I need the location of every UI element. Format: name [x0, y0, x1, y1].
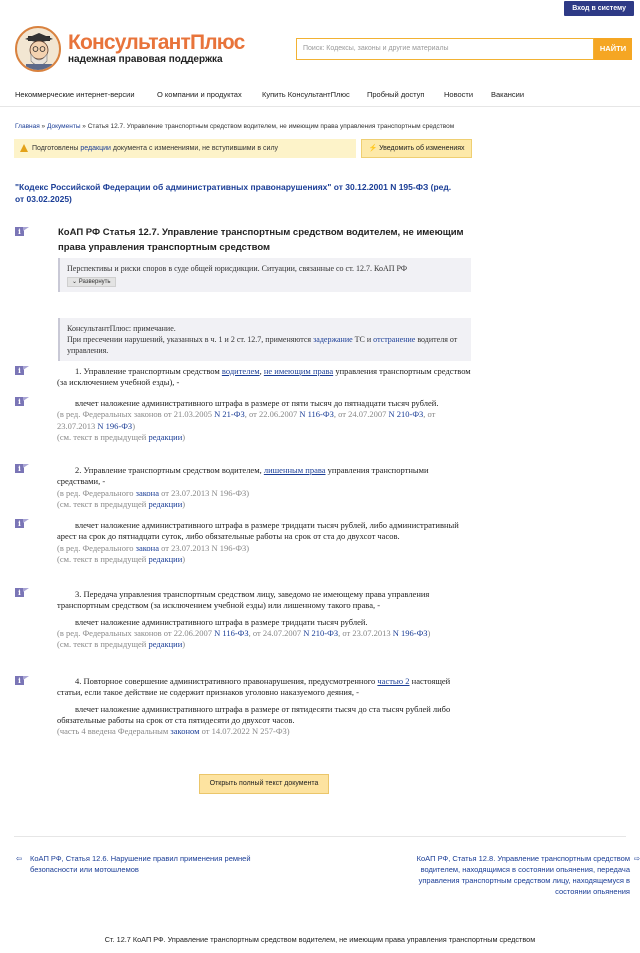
breadcrumb-documents[interactable]: Документы [46, 123, 81, 130]
law-link[interactable]: закона [135, 542, 159, 553]
logo-mascot-icon[interactable] [15, 26, 61, 72]
prev-edition-text: (см. текст в предыдущей [57, 431, 149, 442]
para-text: 4. Повторное совершение административного правонарушения, предусмотренного [75, 676, 378, 686]
related-materials-text: Перспективы и риски споров в суде общей юрисдикции. Ситуации, связанные со ст. 12.7. КоАП РФ [67, 264, 408, 273]
breadcrumb-home[interactable]: Главная [15, 123, 40, 130]
law-link[interactable]: N 196-ФЗ [97, 420, 133, 431]
footer-title: Ст. 12.7 КоАП РФ. Управление транспортным средством водителем, не имеющим права управления транспортным средством [104, 935, 536, 944]
breadcrumb [15, 123, 454, 130]
logo-tagline: надежная правовая поддержка [68, 54, 223, 65]
prev-edition-text: (см. текст в предыдущей [57, 553, 149, 564]
revision-text: от 23.07.2013 N 196-ФЗ) [159, 542, 250, 553]
paragraph-sanction-2 [57, 520, 472, 565]
prev-edition-link[interactable]: редакции [148, 498, 183, 509]
para-text: управления транспортными средствами, - [57, 465, 429, 487]
para-text: настоящей статьи, если такое действие не содержит признаков уголовно наказуемого деяния, - [57, 676, 451, 698]
prev-edition-text: (см. текст в предыдущей [57, 639, 149, 650]
para-text: 3. Передача управления транспортным средством лицу, заведомо не имеющему права управления транспортным средством (за исключением учебной езды) или лишенному такого права, - [57, 589, 430, 611]
paragraph-sanction-1 [57, 398, 472, 443]
open-full-text-button[interactable]: Открыть полный текст документа [199, 774, 329, 794]
article-title: КоАП РФ Статья 12.7. Управление транспортным средством водителем, не имеющим права управления транспортным средством [58, 227, 464, 253]
note-link-removal[interactable]: отстранение [373, 335, 416, 344]
nav-item-about[interactable]: О компании и продуктах [157, 90, 242, 99]
note-text: При пресечении нарушений, указанных в ч. 1 и 2 ст. 12.7, применяются [67, 335, 314, 344]
law-link[interactable]: N 21-ФЗ [214, 409, 245, 420]
revision-text: , от 23.07.2013 [57, 409, 436, 431]
link-part-2[interactable]: частью 2 [377, 676, 410, 686]
info-icon[interactable]: i [15, 227, 30, 236]
law-link[interactable]: закона [135, 487, 159, 498]
para-text: , [259, 366, 264, 376]
search-button[interactable]: НАЙТИ [594, 38, 632, 60]
divider [14, 836, 626, 837]
nav-item-vacancies[interactable]: Вакансии [491, 90, 525, 99]
revision-text: от 14.07.2022 N 257-ФЗ) [199, 726, 290, 737]
law-link[interactable]: N 210-ФЗ [388, 409, 424, 420]
prev-article-label: КоАП РФ, Статья 12.6. Нарушение правил применения ремней безопасности или мотошлемов [30, 854, 251, 874]
warning-icon [20, 144, 28, 152]
info-icon[interactable]: i [15, 464, 30, 473]
prev-edition-text: ) [182, 639, 186, 650]
revision-text: от 23.07.2013 N 196-ФЗ) [159, 487, 250, 498]
note-text: водителя от управления. [67, 335, 458, 355]
revision-text: (в ред. Федерального [57, 487, 136, 498]
main-nav [0, 86, 640, 107]
expand-button[interactable] [67, 277, 116, 287]
revision-text: (в ред. Федерального [57, 542, 136, 553]
info-icon[interactable]: i [15, 588, 30, 597]
note-text: ТС и [352, 335, 374, 344]
prev-article-link[interactable] [16, 853, 286, 875]
next-article-label: КоАП РФ, Статья 12.8. Управление транспортным средством водителем, находящимся в состоянии опьянения, передача управления транспортным средством лицу, находящемуся в состоянии опьянения [416, 854, 630, 896]
prev-edition-text: ) [182, 553, 186, 564]
header [0, 24, 640, 76]
revision-text: , от 24.07.2007 [248, 627, 304, 638]
info-icon[interactable]: i [15, 519, 30, 528]
top-bar [0, 0, 640, 18]
logo-text[interactable]: КонсультантПлюс [68, 31, 245, 54]
revision-text: ) [427, 627, 431, 638]
paragraph-part-1 [57, 366, 472, 389]
breadcrumb-separator: » [80, 123, 88, 130]
nav-item-news[interactable]: Новости [444, 90, 474, 99]
revision-text: , от 24.07.2007 [333, 409, 389, 420]
revision-text: (часть 4 введена Федеральным [57, 726, 171, 737]
expand-label: Развернуть [78, 279, 111, 285]
revision-text: , от 22.06.2007 [244, 409, 300, 420]
next-article-link[interactable] [388, 853, 640, 897]
prev-edition-link[interactable]: редакции [148, 639, 183, 650]
document-title-link[interactable]: "Кодекс Российской Федерации об административных правонарушениях" от 30.12.2001 N 195-ФЗ (ред. от 03.02.2025) [15, 182, 452, 204]
consultant-note-box [58, 318, 471, 361]
nav-item-noncommercial[interactable]: Некоммерческие интернет-версии [15, 90, 135, 99]
search-input[interactable]: Поиск: Кодексы, законы и другие материалы [296, 38, 594, 60]
nav-item-trial[interactable]: Пробный доступ [367, 90, 425, 99]
prev-edition-link[interactable]: редакции [148, 431, 183, 442]
link-driver[interactable]: водителем [221, 366, 260, 376]
para-text: управления транспортным средством (за исключением учебной езды), - [57, 366, 471, 388]
para-text: влечет наложение административного штрафа в размере от пятидесяти тысяч до ста тысяч рублей либо обязательные работы на срок от ста пятидесяти до двухсот часов. [57, 703, 451, 725]
nav-item-buy[interactable]: Купить КонсультантПлюс [262, 90, 350, 99]
login-button[interactable]: Вход в систему [564, 1, 634, 16]
paragraph-part-4 [57, 676, 472, 737]
arrow-left-icon: ⇦ [16, 854, 23, 863]
chevron-down-icon: ⌄ [72, 279, 78, 285]
paragraph-part-3 [57, 589, 472, 650]
link-deprived-right[interactable]: лишенным права [263, 465, 326, 475]
editions-notice [14, 139, 356, 158]
para-text: влечет наложение административного штрафа в размере тридцати тысяч рублей. [75, 616, 368, 627]
info-icon[interactable]: i [15, 397, 30, 406]
para-text: 2. Управление транспортным средством водителем, [75, 465, 264, 475]
revision-text: (в ред. Федеральных законов от 22.06.2007 [57, 627, 215, 638]
para-text: влечет наложение административного штрафа в размере тридцати тысяч рублей, либо административный арест на срок до пятнадцати суток, либо обязательные работы на срок от ста до двухсот часов. [57, 520, 459, 542]
prev-edition-text: (см. текст в предыдущей [57, 498, 149, 509]
note-header: КонсультантПлюс: примечание. [67, 324, 176, 333]
notice-text-end: документа с изменениями, не вступившими в силу [110, 145, 279, 152]
notice-editions-link[interactable]: редакции [80, 145, 111, 152]
revision-text: (в ред. Федеральных законов от 21.03.2005 [57, 409, 215, 420]
prev-edition-link[interactable]: редакции [148, 553, 183, 564]
revision-text: , от 23.07.2013 [338, 627, 393, 638]
notify-changes-button[interactable]: ⚡ Уведомить об изменениях [361, 139, 472, 158]
info-icon[interactable]: i [15, 366, 30, 375]
revision-text: ) [132, 420, 136, 431]
related-materials-box [58, 258, 471, 292]
link-no-right[interactable]: не имеющим права [263, 366, 334, 376]
prev-edition-text: ) [182, 498, 186, 509]
law-link[interactable]: N 116-ФЗ [299, 409, 334, 420]
para-text: 1. Управление транспортным средством [75, 366, 222, 376]
breadcrumb-current: Статья 12.7. Управление транспортным средством водителем, не имеющим права управления транспортным средством [87, 123, 455, 130]
info-icon[interactable]: i [15, 676, 30, 685]
paragraph-part-2 [57, 465, 472, 510]
law-link[interactable]: N 196-ФЗ [392, 627, 428, 638]
prev-edition-text: ) [182, 431, 186, 442]
arrow-right-icon: ⇨ [633, 854, 640, 863]
breadcrumb-separator: » [39, 123, 47, 130]
law-link[interactable]: законом [170, 726, 200, 737]
law-link[interactable]: N 210-ФЗ [303, 627, 339, 638]
note-link-detention[interactable]: задержание [313, 335, 353, 344]
law-link[interactable]: N 116-ФЗ [214, 627, 249, 638]
para-text: влечет наложение административного штрафа в размере от пяти тысяч до пятнадцати тысяч рублей. [75, 398, 439, 408]
notice-text: Подготовлены [32, 145, 81, 152]
